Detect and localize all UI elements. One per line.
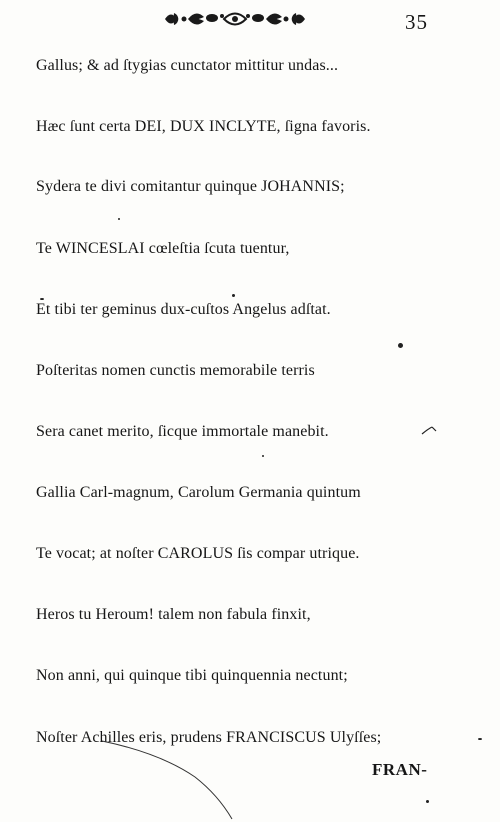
page-number: 35 [405,10,428,34]
ink-speck [40,298,44,300]
ink-speck [426,800,429,803]
ink-speck [398,343,403,348]
verse-line-4: Te WINCESLAI cœleſtia ſcuta tuentur, [36,240,290,257]
ink-speck [478,738,482,740]
ink-mark [420,425,442,437]
ink-speck [118,218,120,220]
verse-line-10: Heros tu Heroum! talem non fabula finxit, [36,606,311,623]
ink-speck [262,455,264,457]
verse-line-3: Sydera te divi comitantur quinque JOHANNIS; [36,178,345,195]
verse-line-5: Et tibi ter geminus dux-cuſtos Angelus adſtat. [36,301,331,318]
verse-line-7: Sera canet merito, ſicque immortale manebit. [36,423,329,440]
verse-line-12: Noſter Achilles eris, prudens FRANCISCUS Ulyſſes; [36,729,382,746]
ink-stroke [100,735,250,822]
verse-line-8: Gallia Carl-magnum, Carolum Germania quintum [36,484,361,501]
verse-line-1: Gallus; & ad ſtygias cunctator mittitur undas... [36,57,339,74]
verse-line-6: Poſteritas nomen cunctis memorabile terris [36,362,315,379]
catchword: FRAN- [372,760,428,779]
verse-line-9: Te vocat; at noſter CAROLUS ſis compar utrique. [36,545,360,562]
ink-speck [232,294,235,297]
verse-line-11: Non anni, qui quinque tibi quinquennia nectunt; [36,667,348,684]
verse-line-2: Hæc ſunt certa DEI, DUX INCLYTE, ſigna favoris. [36,118,371,135]
floral-ornament-icon [160,7,310,31]
